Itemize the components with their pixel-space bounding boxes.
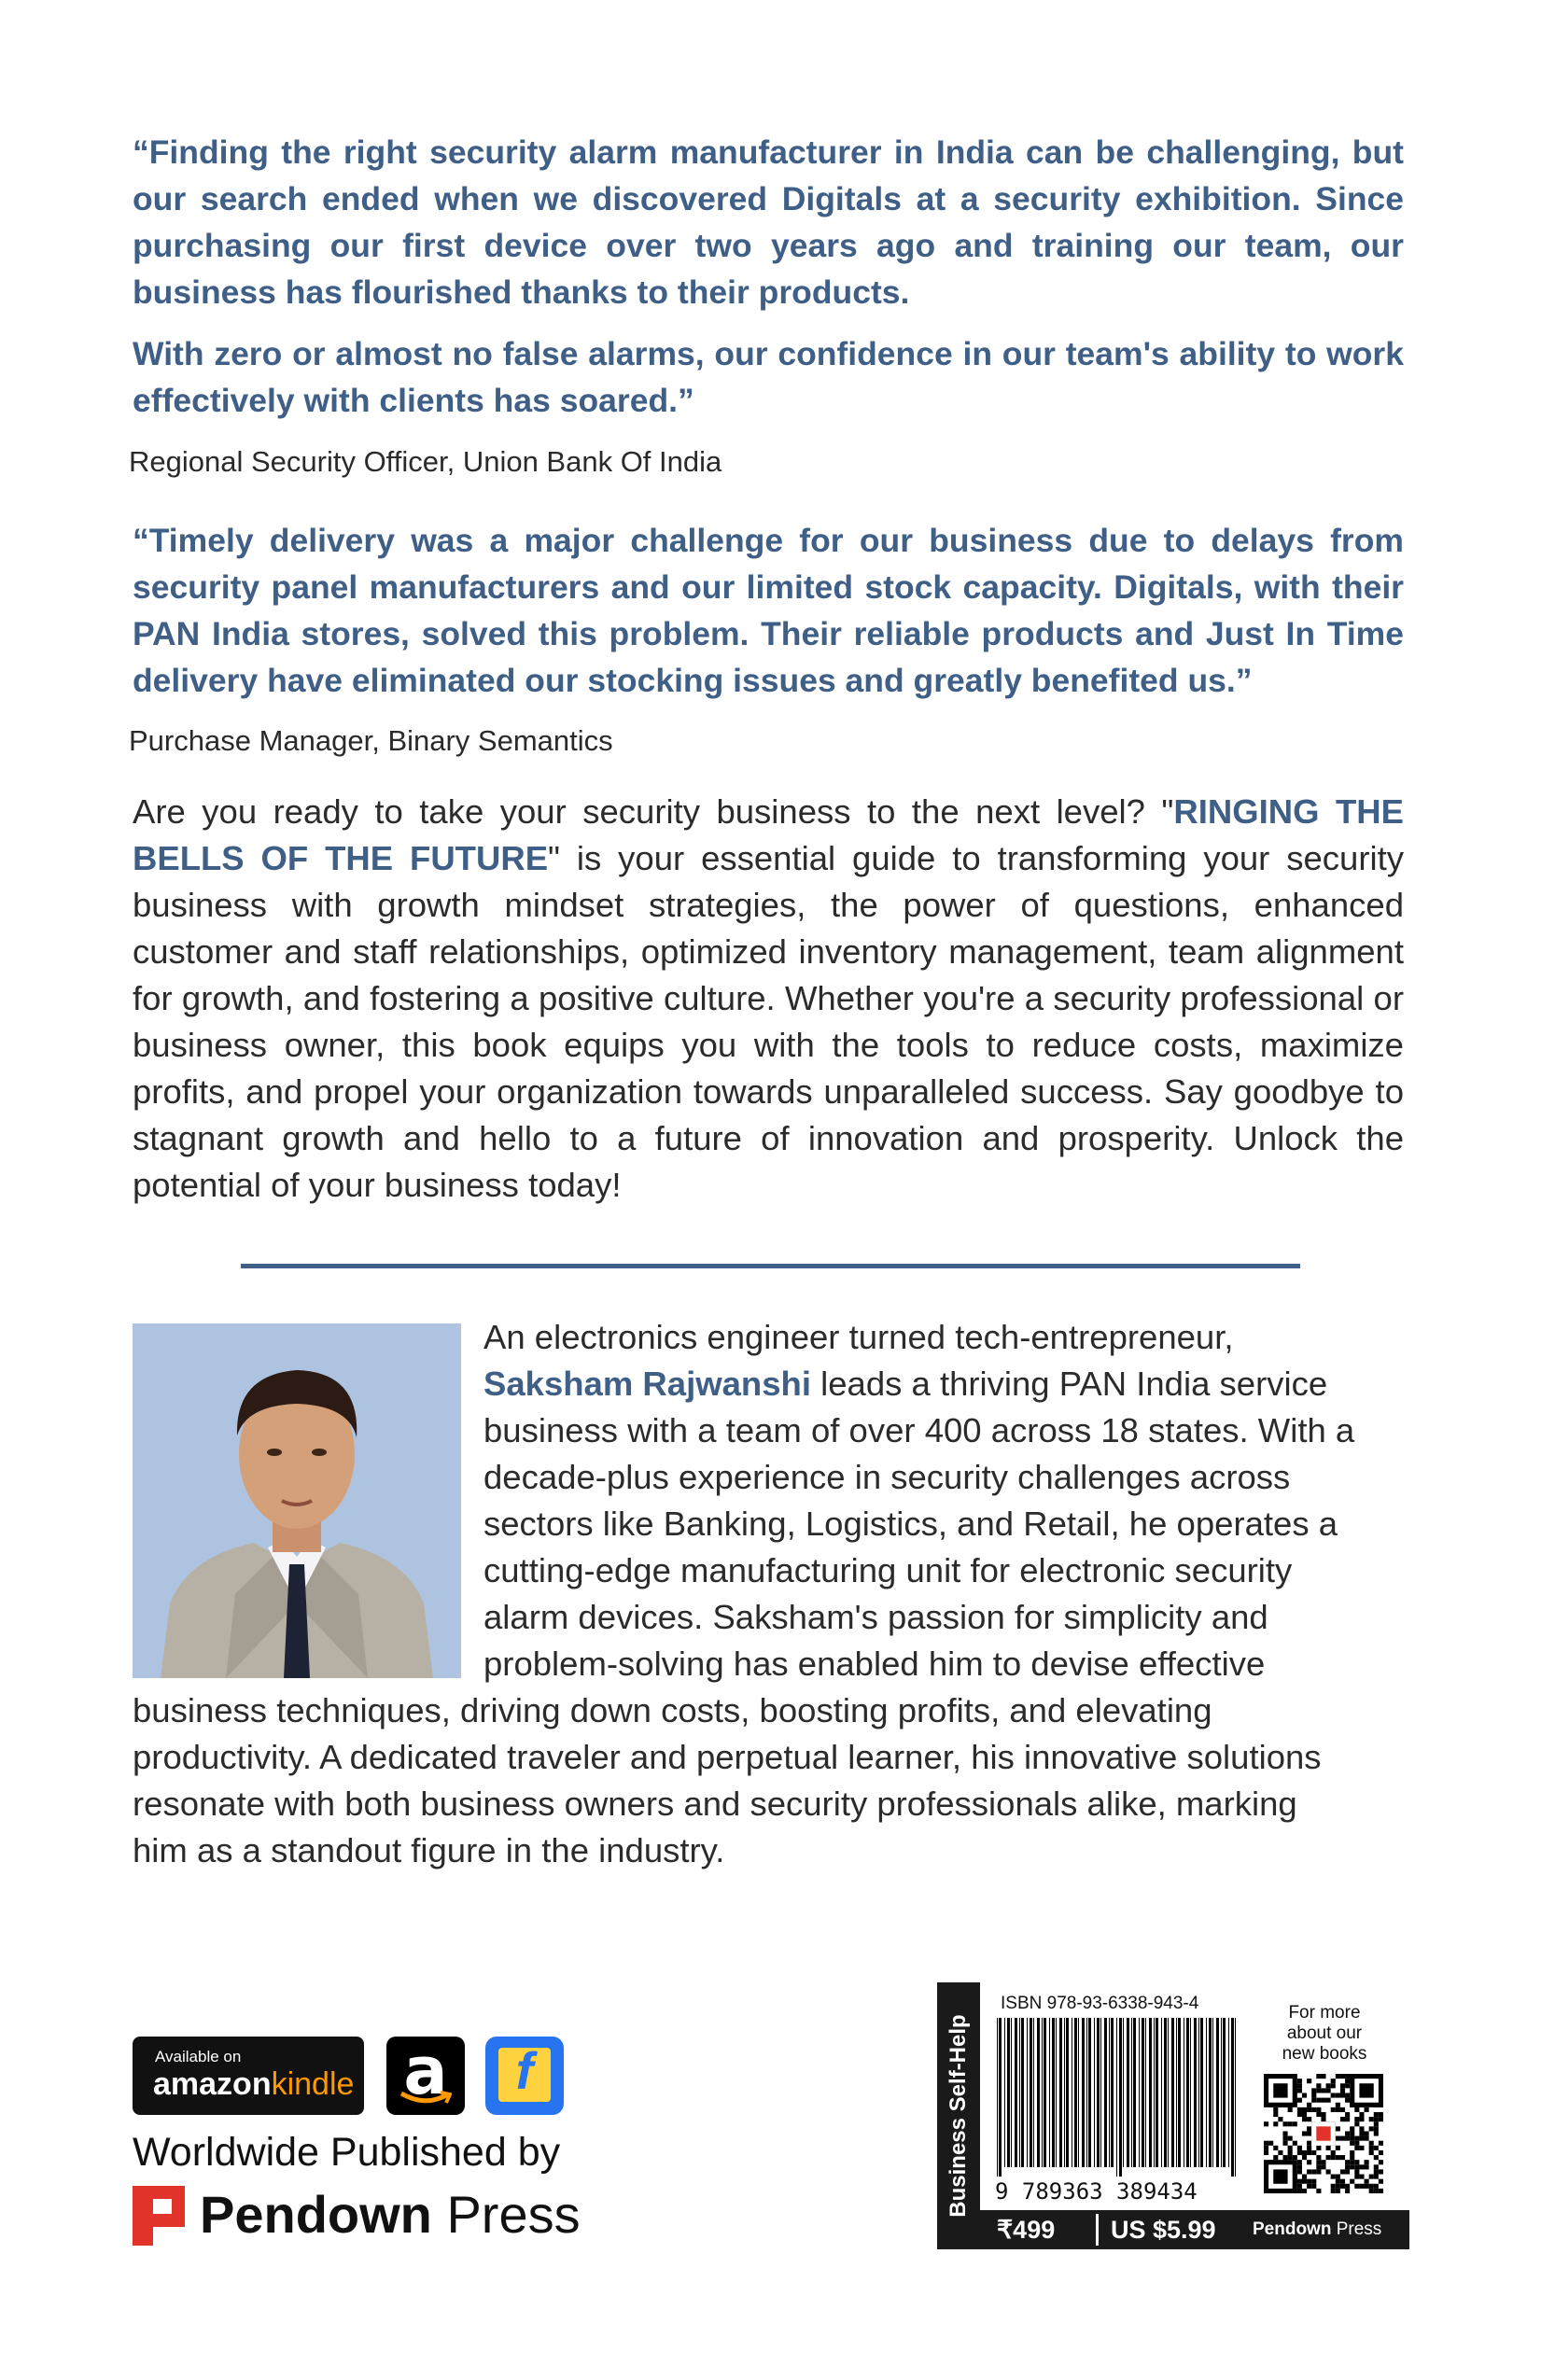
author-name: Saksham Rajwanshi [483,1365,811,1403]
amazon-app-icon[interactable]: a [386,2037,465,2115]
bio-line: An electronics engineer turned tech-entrepreneur, [483,1318,1234,1356]
more-books-note: For more about our new books [1282,2003,1367,2064]
amazon-kindle-logo: amazonkindle [153,2066,355,2102]
price-inr: ₹499 [997,2216,1056,2244]
isbn-barcode [995,2018,1240,2177]
flipkart-app-icon[interactable]: f [485,2037,564,2115]
category-strip: Business Self-Help [937,1982,980,2249]
bio-line: cutting-edge manufacturing unit for electronic security [483,1551,1293,1589]
isbn-label: ISBN 978-93-6338-943-4 [1001,1994,1199,2013]
price-bar [980,2210,1409,2249]
testimonial-2-attribution: Purchase Manager, Binary Semantics [129,724,613,757]
testimonial-2-text: “Timely delivery was a major challenge for our business due to delays from security panel manufacturers and our limited stock capacity. Digitals, with their PAN India stores, solved this problem. Their reliable products and Just In Time delivery have eliminated our stocking issues and greatly benefited us.” [133,522,1404,699]
author-bio-wrapped [483,1314,1408,1687]
testimonial-1-text: “Finding the right security alarm manufacturer in India can be challenging, but our search ended when we discovered Digitals at a security exhibition. Since purchasing our first device over two years ago and training our team, our business has flourished thanks to their products. [133,133,1404,311]
price-divider [1096,2214,1099,2246]
bio-line: decade-plus experience in security challenges across [483,1458,1291,1496]
section-divider [241,1264,1300,1268]
bio-line: alarm devices. Saksham's passion for simplicity and [483,1598,1268,1636]
bio-line: business with a team of over 400 across 18 states. With a [483,1411,1355,1449]
blurb-body: " is your essential guide to transforming your security business with growth mindset strategies, the power of questions, enhanced customer and staff relationships, optimized inventory management, team alignment for growth, and fostering a positive culture. Whether you're a security professional or business owner, this book equips you with the tools to reduce costs, maximize profits, and propel your organization towards unparalleled success. Say goodbye to stagnant growth and hello to a future of innovation and prosperity. Unlock the potential of your business today! [133,839,1404,1204]
amazon-smile-icon [399,2091,452,2107]
kindle-available-label: Available on [155,2048,242,2065]
book-title-highlight: RINGING THE BELLS OF THE FUTURE [133,792,1404,877]
amazon-kindle-badge[interactable] [133,2037,364,2115]
author-bio-full [133,1687,1411,1874]
bio-line [483,1361,1408,1407]
qr-code[interactable] [1264,2074,1383,2193]
pendown-logo-icon [133,2186,185,2246]
blurb-intro: Are you ready to take your security business to the next level? " [133,792,1174,831]
bio-line: business techniques, driving down costs, boosting profits, and elevating [133,1691,1212,1729]
testimonial-1-attribution: Regional Security Officer, Union Bank Of India [129,445,722,478]
price-bar-brand: Pendown Press [1253,2219,1382,2239]
bio-line: resonate with both business owners and security professionals alike, marking [133,1785,1297,1823]
author-photo [133,1323,461,1678]
bio-line: problem-solving has enabled him to devise effective [483,1645,1266,1683]
bio-line: productivity. A dedicated traveler and perpetual learner, his innovative solutions [133,1738,1322,1776]
bio-line: sectors like Banking, Logistics, and Retail, he operates a [483,1505,1338,1543]
book-blurb [133,789,1404,1209]
bio-line: him as a standout figure in the industry. [133,1831,725,1869]
publisher-name: Pendown Press [200,2185,581,2244]
price-usd: US $5.99 [1111,2216,1216,2244]
testimonial-1-text-2: With zero or almost no false alarms, our confidence in our team's ability to work effectively with clients has soared.” [133,335,1404,419]
barcode-digits: 9 789363 389434 [995,2178,1198,2205]
bio-line-rest: leads a thriving PAN India service [810,1365,1328,1403]
worldwide-published-by: Worldwide Published by [133,2130,561,2175]
